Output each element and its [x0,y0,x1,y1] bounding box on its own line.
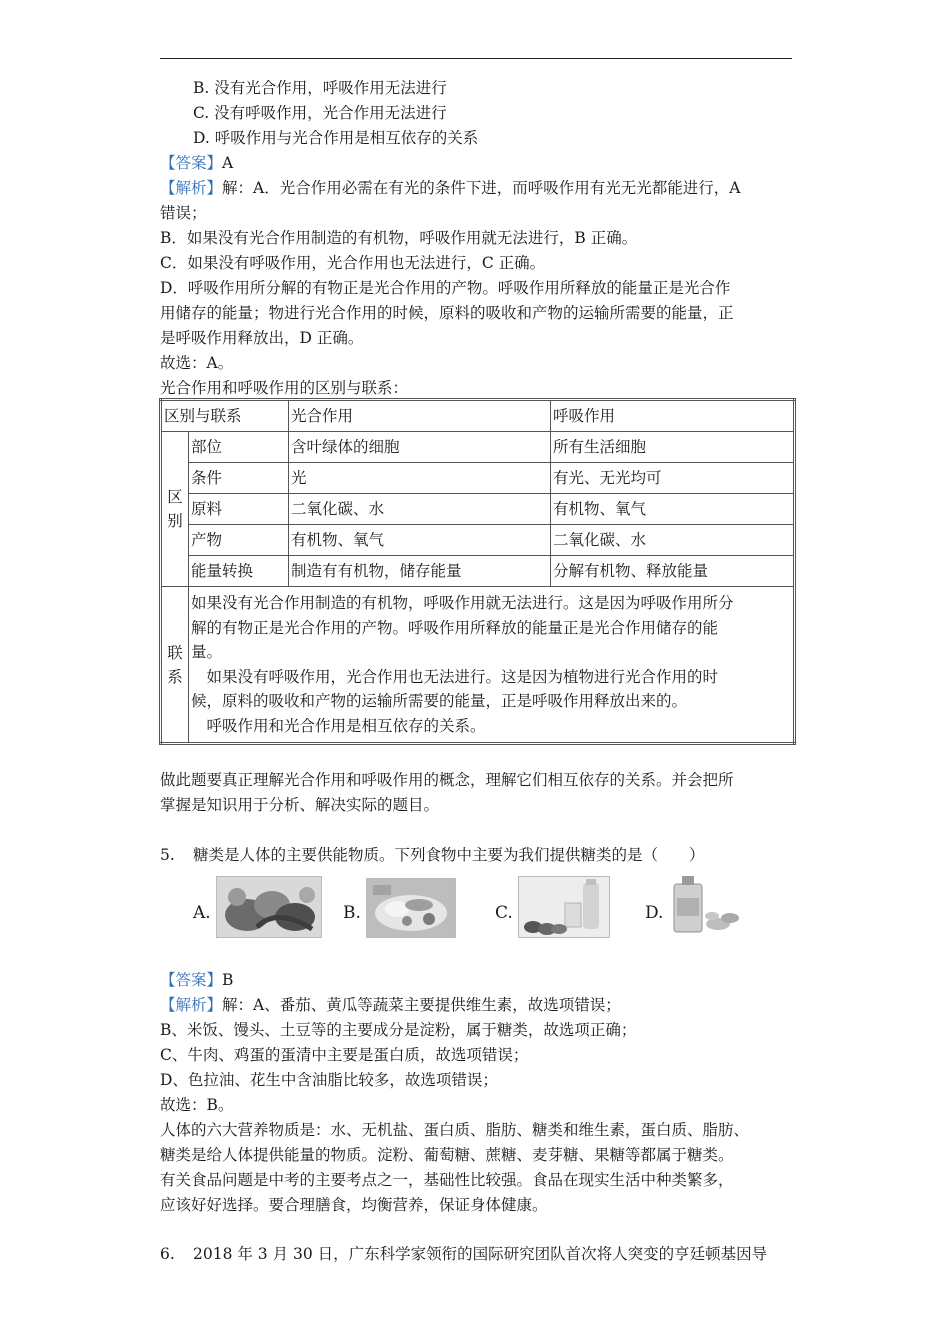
table-header-cell: 区别与联系 [161,400,289,432]
comparison-table [159,398,796,745]
q4-answer-line [160,151,233,175]
lianxi-line: 解的有物正是光合作用的产物。呼吸作用所释放的能量正是光合作用储存的能 [191,618,719,637]
q5-analysis-line-9: 应该好好选择。要合理膳食，均衡营养，保证身体健康。 [160,1196,548,1214]
q5-option-b-letter: B. [343,903,361,923]
qubie-label [161,432,189,587]
q4-option-c: C. 没有呼吸作用，光合作用无法进行 [193,104,447,122]
lianxi-label-char: 系 [167,667,183,686]
header-rule [160,58,792,59]
q5-answer-line [160,968,233,992]
q4-summary-line-2: 掌握是知识用于分析、解决实际的题目。 [160,796,440,814]
table-cell: 二氧化碳、水 [551,525,795,556]
oil-peanuts-photo [668,872,740,938]
q4-answer: A [222,154,234,172]
lianxi-line: 如果没有光合作用制造的有机物，呼吸作用就无法进行。这是因为呼吸作用所分 [191,594,734,612]
bread-rice-photo [366,878,456,938]
q5-option-c-letter: C. [495,903,513,923]
table-row [161,494,795,525]
lianxi-line: 如果没有呼吸作用，光合作用也无法进行。这是因为植物进行光合作用的时 [191,667,719,686]
q4-summary-line-1: 做此题要真正理解光合作用和呼吸作用的概念，理解它们相互依存的关系。并会把所 [160,771,734,789]
q6-stem: 2018 年 3 月 30 日，广东科学家领衔的国际研究团队首次将人突变的亨廷顿基因导 [193,1245,768,1263]
table-row [161,463,795,494]
q4-analysis-line-1 [160,176,740,200]
table-cell: 光 [289,463,551,494]
lianxi-line: 呼吸作用和光合作用是相互依存的关系。 [191,716,486,735]
table-header-row [161,400,795,432]
table-cell: 条件 [189,463,289,494]
lianxi-line: 候，原料的吸收和产物的运输所需要的能量，正是呼吸作用释放出来的。 [191,692,688,710]
q4-option-d: D. 呼吸作用与光合作用是相互依存的关系 [193,129,479,147]
table-cell: 二氧化碳、水 [289,494,551,525]
q5-answer: B [222,971,234,989]
analysis-tag: 【解析】 [160,996,223,1014]
q4-analysis-line-5: D．呼吸作用所分解的有物正是光合作用的产物。呼吸作用所释放的能量正是光合作 [160,279,731,297]
answer-tag: 【答案】 [160,154,223,172]
analysis-tag: 【解析】 [160,179,223,197]
q4-option-b: B. 没有光合作用，呼吸作用无法进行 [193,79,447,97]
table-cell: 产物 [189,525,289,556]
q4-analysis-line-4: C．如果没有呼吸作用，光合作用也无法进行，C 正确。 [160,254,546,272]
q5-analysis-line-8: 有关食品问题是中考的主要考点之一，基础性比较强。食品在现实生活中种类繁多， [160,1171,734,1189]
q4-table-caption: 光合作用和呼吸作用的区别与联系： [160,379,409,397]
table-cell: 部位 [189,432,289,463]
q5-analysis-line-6: 人体的六大营养物质是：水、无机盐、蛋白质、脂肪、糖类和维生素，蛋白质、脂肪、 [160,1121,750,1139]
table-cell: 制造有有机物，储存能量 [289,556,551,587]
q5-analysis-line-1 [160,993,621,1017]
milk-eggs-photo [518,876,610,938]
q5-analysis-line-3: C、牛肉、鸡蛋的蛋清中主要是蛋白质，故选项错误； [160,1046,529,1064]
table-cell: 能量转换 [189,556,289,587]
table-cell: 所有生活细胞 [551,432,795,463]
table-cell: 原料 [189,494,289,525]
lianxi-label [161,587,189,744]
q5-number: 5. [160,846,175,864]
table-header-cell: 光合作用 [289,400,551,432]
q4-analysis-line-3: B．如果没有光合作用制造的有机物，呼吸作用就无法进行，B 正确。 [160,229,638,247]
table-row [161,525,795,556]
q6-number: 6. [160,1245,175,1263]
q4-analysis-line-6: 用储存的能量；物进行光合作用的时候，原料的吸收和产物的运输所需要的能量，正 [160,304,734,322]
lianxi-label-char: 联 [167,643,183,662]
q5-stem: 糖类是人体的主要供能物质。下列食物中主要为我们提供糖类的是（ ） [193,846,705,864]
q4-analysis-line-2: 错误； [160,204,207,222]
table-row [161,556,795,587]
table-header-cell: 呼吸作用 [551,400,795,432]
q5-option-a-letter: A. [193,903,211,923]
table-cell: 含叶绿体的细胞 [289,432,551,463]
q4-analysis-line-8: 故选：A。 [160,354,234,372]
table-row-lianxi [161,587,795,744]
table-cell: 有机物、氧气 [551,494,795,525]
q5-analysis-text: 解：A、番茄、黄瓜等蔬菜主要提供维生素，故选项错误； [222,996,621,1014]
table-cell: 有机物、氧气 [289,525,551,556]
qubie-label-char: 区 [167,488,183,506]
q5-analysis-line-4: D、色拉油、花生中含油脂比较多，故选项错误； [160,1071,498,1089]
table-row [161,432,795,463]
table-cell: 有光、无光均可 [551,463,795,494]
q4-analysis-text: 解：A．光合作用必需在有光的条件下进，而呼吸作用有光无光都能进行，A [222,179,741,197]
qubie-label-char: 别 [167,512,183,530]
q5-option-d-letter: D. [645,903,664,923]
q4-analysis-line-7: 是呼吸作用释放出，D 正确。 [160,329,364,347]
q5-analysis-line-7: 糖类是给人体提供能量的物质。淀粉、葡萄糖、蔗糖、麦芽糖、果糖等都属于糖类。 [160,1146,734,1164]
answer-tag: 【答案】 [160,971,223,989]
lianxi-body [189,587,795,744]
q5-analysis-line-5: 故选：B。 [160,1096,234,1114]
vegetables-photo [216,876,322,938]
q5-analysis-line-2: B、米饭、馒头、土豆等的主要成分是淀粉，属于糖类，故选项正确； [160,1021,637,1039]
table-cell: 分解有机物、释放能量 [551,556,795,587]
lianxi-line: 量。 [191,643,223,661]
